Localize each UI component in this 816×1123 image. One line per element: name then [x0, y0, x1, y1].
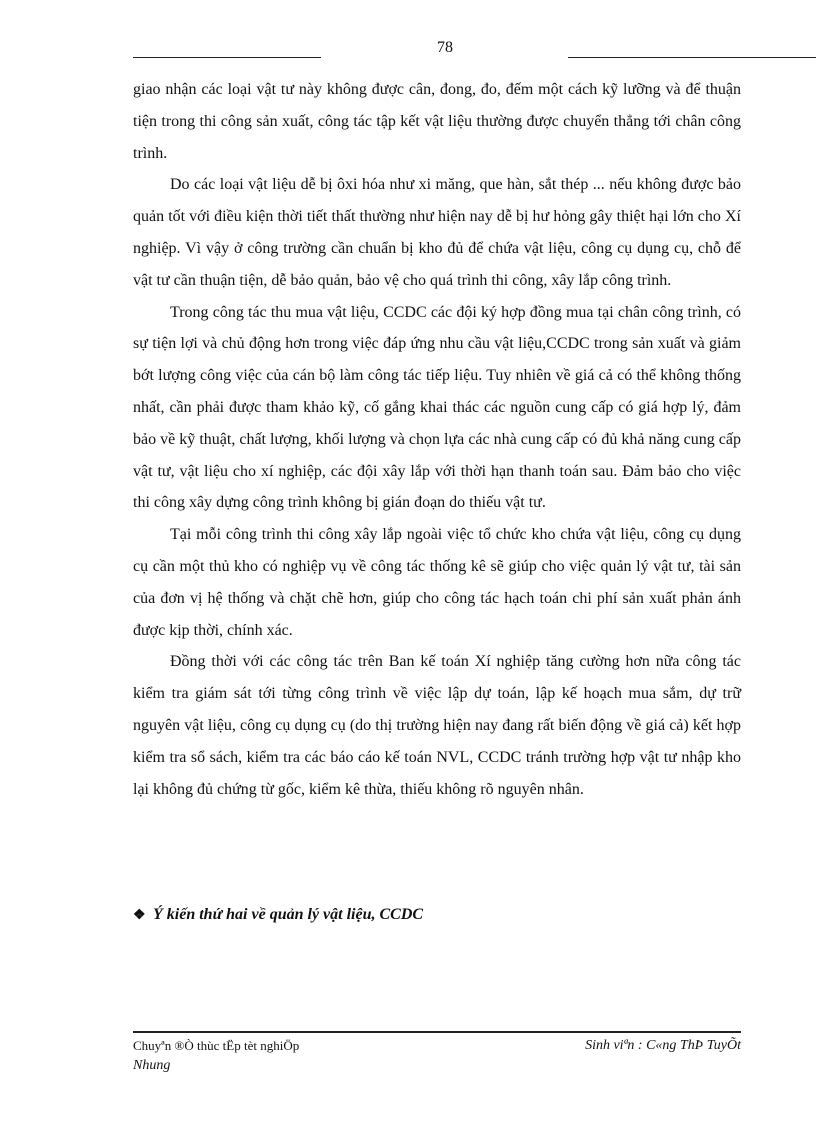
footer-name-continuation: Nhung [133, 1058, 171, 1073]
footer-left [133, 1036, 393, 1076]
section-heading-text: Ý kiến thứ hai về quản lý vật liệu, CCDC [153, 906, 424, 923]
footer-report-title: Chuyªn ®Ò thùc tËp tèt nghiÖp [133, 1038, 300, 1053]
header-rule-left [133, 57, 321, 58]
paragraph-warehouse-keeper: Tại mỗi công trình thi công xây lắp ngoài việc tổ chức kho chứa vật liệu, công cụ dụng cụ cần một thủ kho có nghiệp vụ về công tác thống kê sẽ giúp cho việc quản lý vật tư, tài sản của đơn vị hệ thống và chặt chẽ hơn, giúp cho công tác hạch toán chi phí sản xuất phản ánh được kịp thời, chính xác. [133, 526, 741, 639]
page-number: 78 [437, 39, 453, 56]
footer-student: Sinh viªn : C«ng ThÞ TuyÕt [585, 1038, 741, 1053]
section-heading [133, 901, 741, 930]
diamond-bullet-icon: ❖ [133, 908, 146, 923]
paragraph-purchasing: Trong công tác thu mua vật liệu, CCDC các đội ký hợp đồng mua tại chân công trình, có sự tiện lợi và chủ động hơn trong việc đáp ứng nhu cầu vật liệu,CCDC trong sản xuất và giảm bớt lượng công việc của cán bộ làm công tác tiếp liệu. Tuy nhiên về giá cả có thể không thống nhất, cần phải được tham khảo kỹ, cố gắng khai thác các nguồn cung cấp có giá hợp lý, đảm bảo về kỹ thuật, chất lượng, khối lượng và chọn lựa các nhà cung cấp có đủ khả năng cung cấp vật tư, vật liệu cho xí nghiệp, các đội xây lắp với thời hạn thanh toán sau. Đảm bảo cho việc thi công xây dựng công trình không bị gián đoạn do thiếu vật tư. [133, 303, 741, 512]
footer-rule [133, 1031, 741, 1033]
paragraph-continuation: giao nhận các loại vật tư này không được cân, đong, đo, đếm một cách kỹ lưỡng và để thuận tiện trong thi công sản xuất, công tác tập kết vật liệu thường được chuyển thẳng tới chân công trình. [133, 81, 741, 162]
paragraph-accounting-control: Đồng thời với các công tác trên Ban kế toán Xí nghiệp tăng cường hơn nữa công tác kiểm tra giám sát tới từng công trình về việc lập dự toán, lập kế hoạch mua sắm, dự trữ nguyên vật liệu, công cụ dụng cụ (do thị trường hiện nay đang rất biến động về giá cả) kết hợp kiểm tra sổ sách, kiểm tra các báo cáo kế toán NVL, CCDC tránh trường hợp vật tư nhập kho lại không đủ chứng từ gốc, kiểm kê thừa, thiếu không rõ nguyên nhân. [133, 653, 741, 798]
header-rule-right [568, 57, 816, 58]
body-text [133, 74, 741, 805]
paragraph-material-storage: Do các loại vật liệu dễ bị ôxi hóa như xi măng, que hàn, sắt thép ... nếu không được bảo quản tốt với điều kiện thời tiết thất thường như hiện nay dễ bị hư hỏng gây thiệt hại lớn cho Xí nghiệp. Vì vậy ở công trường cần chuẩn bị kho đủ để chứa vật liệu, công cụ dụng cụ, chỗ để vật tư cần thuận tiện, dễ bảo quản, bảo vệ cho quá trình thi công, xây lắp công trình. [133, 176, 741, 289]
